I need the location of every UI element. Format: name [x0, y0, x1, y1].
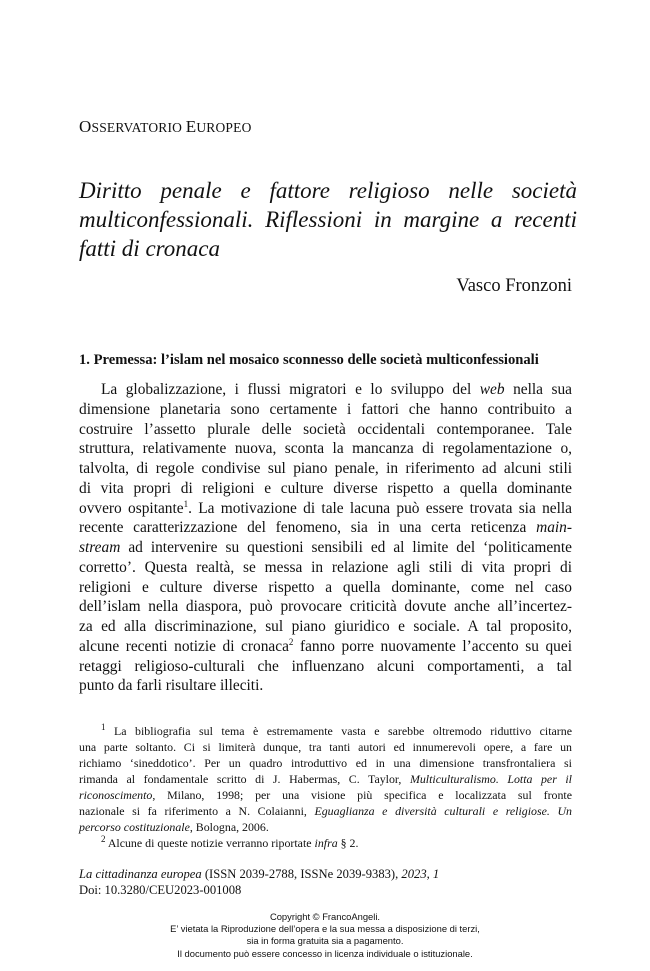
article-title — [79, 176, 577, 263]
footnote-ref-1: 1 — [183, 498, 189, 509]
body-line: recente caratterizzazione del fenomeno, sia in una certa reticenza main- — [79, 519, 572, 537]
footnote-line: una parte soltanto. Ci si limiterà dunque, tra tanti autori ed innumerevoli opere, a fare un — [79, 740, 572, 754]
footnote-line: richiamo ‘sineddotico’. Per un quadro introduttivo ed in una dimensione transfrontaliera si — [79, 756, 572, 770]
footnote-line: rimanda al fondamentale scritto di J. Habermas, C. Taylor, Multiculturalismo. Lotta per il — [79, 772, 572, 786]
footnote-1: $^1$ La bibliografia sul tema è estremamente vasta e sarebbe oltremodo riduttivo citarne — [101, 722, 572, 738]
body-line: retaggi religioso-culturali che influenzano alcuni comportamenti, a tal — [79, 657, 572, 675]
copyright-line: sia in forma gratuita sia a pagamento. — [246, 935, 404, 947]
section-label-rest-2: UROPEO — [196, 120, 252, 135]
journal-citation — [79, 866, 439, 898]
body-line: za ed alla discriminazione, sul piano giuridico e sociale. A tal proposito, — [79, 618, 572, 635]
footnote-ref-2: 2 — [288, 636, 294, 647]
doi: Doi: 10.3280/CEU2023-001008 — [79, 883, 242, 897]
body-line: ovvero ospitante$^1$. La motivazione di tale lacuna può essere trovata sia nella — [79, 498, 572, 517]
author-name: Vasco Fronzoni — [456, 276, 572, 296]
body-line: religioni e culture diverse rispetto a quella dominante, come nel caso — [79, 578, 572, 596]
journal-name: La cittadinanza europea — [79, 867, 202, 881]
footnote-line: percorso costituzionale, Bologna, 2006. — [79, 820, 269, 834]
section-heading: 1. Premessa: l’islam nel mosaico sconnesso delle società multiconfessionali — [79, 352, 539, 368]
footnote-line: riconoscimento, Milano, 1998; per una visione più specifica e localizzata sul fronte — [79, 788, 572, 802]
body-line: talvolta, di regole condivise sul piano penale, in riferimento ad alcuni stili — [79, 460, 572, 477]
body-line: di vita propri di religioni e culture diverse rispetto a quella dominante — [79, 479, 572, 497]
section-label — [79, 117, 252, 137]
copyright-line: E’ vietata la Riproduzione dell’opera e la sua messa a disposizione di terzi, — [170, 923, 480, 935]
body-line: dimensione planetaria sono certamente i fattori che hanno contribuito a — [79, 400, 572, 418]
title-line: fatti di cronaca — [79, 236, 220, 261]
section-label-initial-2: E — [185, 117, 197, 136]
footnotes — [79, 723, 572, 851]
body-line: corretto’. Questa realtà, se messa in relazione agli stili di vita propri di — [79, 558, 572, 576]
body-line: alcune recenti notizie di cronaca$^2$ fanno porre nuovamente l’accento su quei — [79, 636, 572, 655]
body-line: costruire l’assetto plurale delle società occidentali contemporanee. Tale — [79, 420, 572, 438]
journal-line: La cittadinanza europea (ISSN 2039-2788, ISSNe 2039-9383), 2023, 1 — [79, 867, 440, 881]
body-line: punto da farli risultare illeciti. — [79, 677, 264, 695]
body-line: struttura, relativamente nuova, sconta la mancanza di regolamentazione o, — [79, 440, 572, 458]
footnote-line: nazionale si fa riferimento a N. Colaianni, Eguaglianza e diversità culturali e religiose. Un — [79, 804, 572, 818]
title-line: Diritto penale e fattore religioso nelle società — [79, 178, 577, 203]
body-line: dell’islam nella diaspora, può provocare criticità dovute anche all’incertez- — [79, 598, 572, 616]
footnote-2: $^2$ Alcune di queste notizie verranno riportate infra § 2. — [101, 834, 359, 850]
copyright-notice — [0, 911, 650, 960]
copyright-line: Il documento può essere concesso in licenza individuale o istituzionale. — [177, 947, 473, 959]
body-line: stream ad intervenire su questioni sensibili ed al limite del ‘politicamente — [79, 539, 572, 556]
section-label-initial-1: O — [79, 117, 92, 136]
title-line: multiconfessionali. Riflessioni in margine a recenti — [79, 207, 577, 232]
copyright-line: Copyright © FrancoAngeli. — [269, 911, 381, 922]
body-line: La globalizzazione, i flussi migratori e lo sviluppo del web nella sua — [101, 381, 572, 398]
body-paragraph — [79, 380, 572, 696]
section-label-rest-1: SSERVATORIO — [91, 120, 186, 135]
